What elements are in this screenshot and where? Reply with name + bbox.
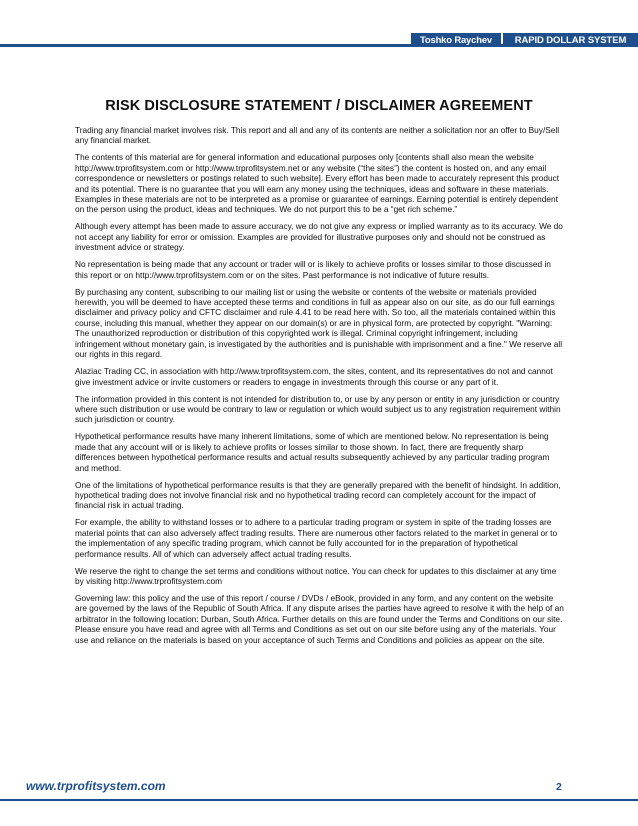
disclaimer-body: [75, 125, 565, 652]
page-title: RISK DISCLOSURE STATEMENT / DISCLAIMER AGREEMENT: [105, 98, 533, 114]
footer-website-link[interactable]: www.trprofitsystem.com: [26, 779, 166, 793]
paragraph-general-information: The contents of this material are for general information and educational purposes only [contents shall also mean the website http://www.trprofitsystem.com or http://www.trprofitsystem.net or any website (“the sites”) the content is hosted on, and any email correspondence or newsletters or postings related to such website]. Every effort has been made to accurately represent this product and its potential. There is no guarantee that you will earn any money using the techniques, ideas and software in these materials. Examples in these materials are not to be interpreted as a promise or guarantee of earnings. Earning potential is entirely dependent on the person using the product, ideas and techniques. We do not purport this to be a “get rich scheme.”: [75, 152, 560, 215]
paragraph-hypothetical-limitations: One of the limitations of hypothetical performance results is that they are generally prepared with the benefit of hindsight. In addition, hypothetical trading does not involve financial risk and no hypothetical trading record can completely account for the impact of financial risk in actual trading.: [75, 479, 561, 511]
paragraph-risk-intro: Trading any financial market involves risk. This report and all and any of its contents are neither a solicitation nor an offer to Buy/Sell any financial market.: [75, 125, 560, 146]
paragraph-accuracy: Although every attempt has been made to assure accuracy, we do not give any express or implied warranty as to its accuracy. We do not accept any liability for error or omission. Examples are provided for illustrative purposes only and should not be construed as investment advice or strategy.: [75, 221, 563, 253]
paragraph-no-representation: No representation is being made that any account or trader will or is likely to achieve profits or losses similar to those discussed in this report or on http://www.trprofitsystem.com or on the sites. Past performance is not indicative of future results.: [75, 259, 551, 280]
paragraph-governing-law: Governing law: this policy and the use of this report / course / DVDs / eBook, provided in any form, and any content on the website are governed by the laws of the Republic of South Africa. If any dispute arises the parties have agreed to resolve it with the help of an arbitrator in the following location: Durban, South Africa. Further details on this are found under the Terms and Conditions on our site. Please ensure you have read and agree with all Terms and Conditions as set out on our site before using any of the materials. Your use and reliance on the materials is based on your acceptance of such Terms and Conditions and policies as appear on the site.: [75, 592, 564, 645]
paragraph-hypothetical-results: Hypothetical performance results have many inherent limitations, some of which are mentioned below. No representation is being made that any account will or is likely to achieve profits or losses similar to those shown. In fact, there are frequently sharp differences between hypothetical performance results and actual results subsequently achieved by any particular trading program and method.: [75, 431, 550, 473]
paragraph-no-investment-advice: Alaziac Trading CC, in association with http://www.trprofitsystem.com, the sites, content, and its representatives do not and cannot give investment advice or invite customers or readers to engage in investments through this course or any part of it.: [75, 366, 553, 387]
header-author-label: Toshko Raychev: [411, 33, 501, 47]
page-number: 2: [556, 781, 562, 793]
paragraph-withstand-losses: For example, the ability to withstand losses or to adhere to a particular trading program or system in spite of the trading losses are material points that can also adversely affect trading results. There are numerous other factors related to the market in general or to the implementation of any specific trading program, which cannot be fully accounted for in the preparation of hypothetical performance results. All of which can adversely affect actual trading results.: [75, 517, 558, 559]
footer-rule: [0, 799, 638, 801]
paragraph-jurisdiction: The information provided in this content is not intended for distribution to, or use by any person or entity in any jurisdiction or country where such distribution or use would be contrary to law or regulation or which would subject us to any registration requirement within such jurisdiction or country.: [75, 393, 561, 425]
paragraph-terms-acceptance: By purchasing any content, subscribing to our mailing list or using the website or contents of the website or materials provided herewith, you will be deemed to have accepted these terms and conditions in full as appear also on our site, as do our full earnings disclaimer and privacy policy and CFTC disclaimer and rule 4.41 to be read here with. So too, all the materials contained within this course, including this manual, whether they appear on our domain(s) or are in physical form, are protected by copyright. "Warning: The unauthorized reproduction or distribution of this copyrighted work is illegal. Criminal copyright infringement, including infringement without monetary gain, is investigated by the authorities and is punishable with imprisonment and a fine." We reserve all our rights in this regard.: [75, 286, 563, 360]
header-brand-label: RAPID DOLLAR SYSTEM: [503, 33, 638, 47]
paragraph-change-terms: We reserve the right to change the set terms and conditions without notice. You can check for updates to this disclaimer at any time by visiting http://www.trprofitsystem.com: [75, 565, 557, 586]
